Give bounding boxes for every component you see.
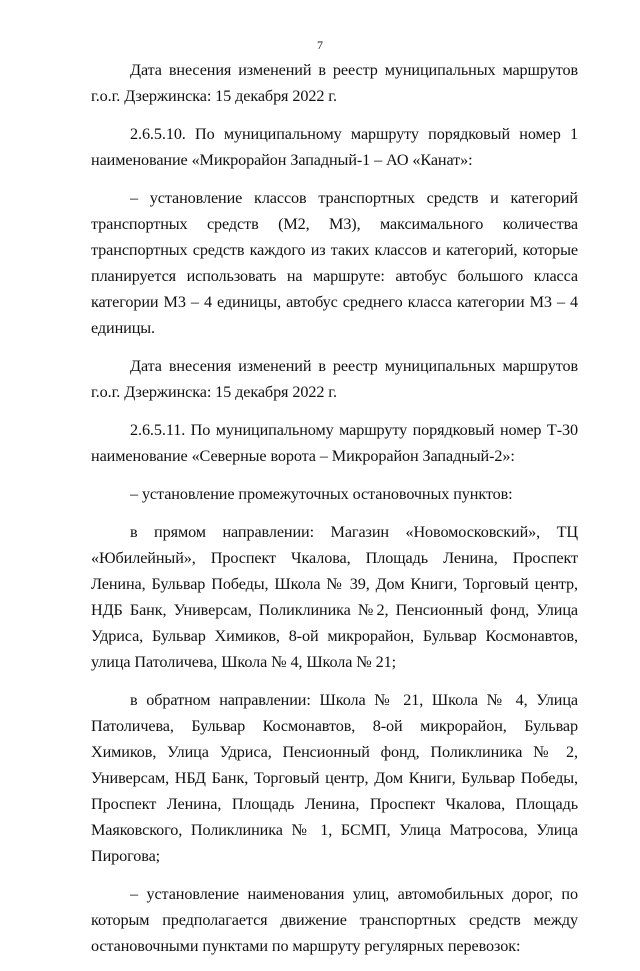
document-body: [91, 57, 578, 971]
paragraph-intermediate-stops-intro: – установление промежуточных остановочных пунктов:: [130, 485, 513, 503]
paragraph-route-1-vehicle-classes: – установление классов транспортных средств и категорий транспортных средств (М2, М3), максимального количества транспортных средств каждого из таких классов и категорий, которые планируется использовать на маршруте: автобус большого класса категории М3 – 4 единицы, автобус среднего класса категории М3 – 4 единицы.: [91, 189, 578, 337]
paragraph-forward-direction-stops: в прямом направлении: Магазин «Новомосковский», ТЦ «Юбилейный», Проспект Чкалова, Площадь Ленина, Проспект Ленина, Бульвар Победы, Школа № 39, Дом Книги, Торговый центр, НДБ Банк, Универсам, Поликлиника №2, Пенсионный фонд, Улица Удриса, Бульвар Химиков, 8-ой микрорайон, Бульвар Космонавтов, улица Патоличева, Школа № 4, Школа № 21;: [91, 523, 578, 671]
paragraph-registry-date-2: Дата внесения изменений в реестр муниципальных маршрутов г.о.г. Дзержинска: 15 декабря 2022 г.: [91, 357, 578, 401]
paragraph-reverse-direction-stops: в обратном направлении: Школа № 21, Школа № 4, Улица Патоличева, Бульвар Космонавтов, 8-ой микрорайон, Бульвар Химиков, Улица Удриса, Пенсионный фонд, Поликлиника № 2, Универсам, НБД Банк, Торговый центр, Дом Книги, Бульвар Победы, Проспект Ленина, Площадь Ленина, Проспект Чкалова, Площадь Маяковского, Поликлиника № 1, БСМП, Улица Матросова, Улица Пирогова;: [91, 691, 578, 865]
paragraph-route-t30-heading: 2.6.5.11. По муниципальному маршруту порядковый номер Т-30 наименование «Северные ворота – Микрорайон Западный-2»:: [91, 421, 578, 465]
page-number: 7: [317, 38, 323, 52]
paragraph-registry-date-1: Дата внесения изменений в реестр муниципальных маршрутов г.о.г. Дзержинска: 15 декабря 2022 г.: [91, 61, 578, 105]
paragraph-route-1-heading: 2.6.5.10. По муниципальному маршруту порядковый номер 1 наименование «Микрорайон Западный-1 – АО «Канат»:: [91, 125, 578, 169]
paragraph-street-names-intro: – установление наименования улиц, автомобильных дорог, по которым предполагается движение транспортных средств между остановочными пунктами по маршруту регулярных перевозок:: [91, 885, 578, 955]
